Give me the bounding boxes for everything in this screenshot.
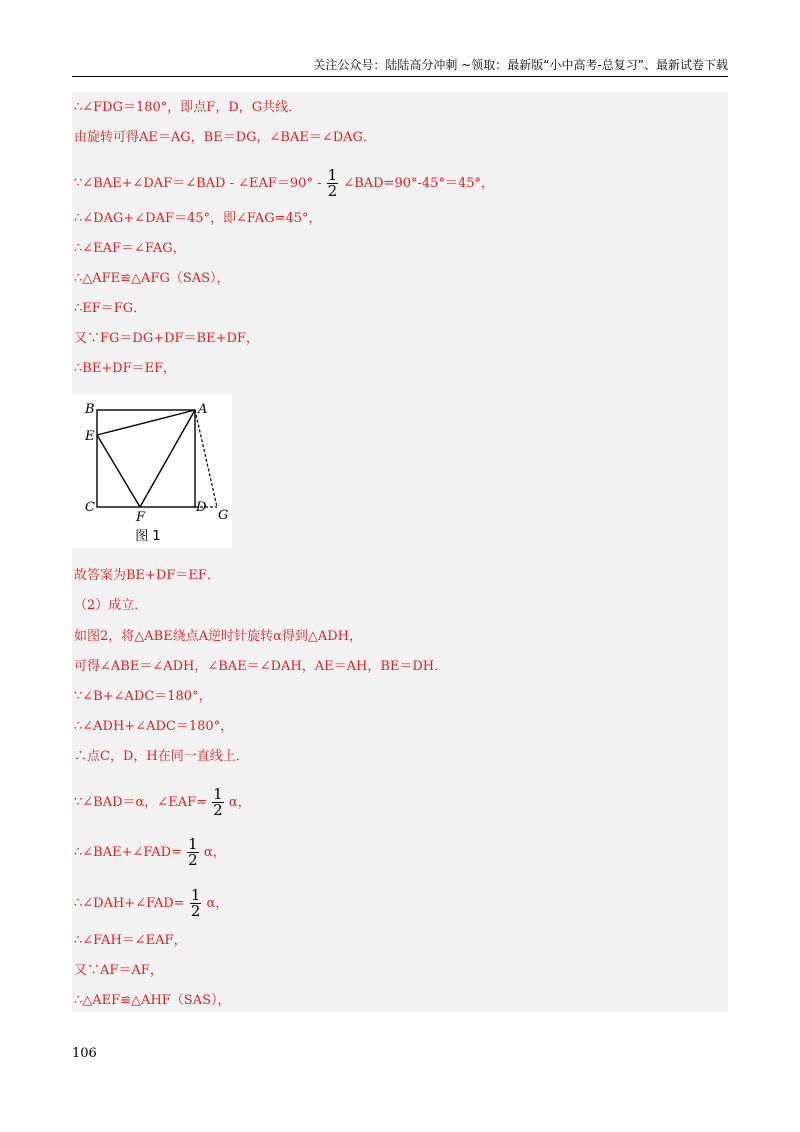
solution-line-text: ∵∠BAE+∠DAF＝∠BAD - ∠EAF＝90° - <box>74 176 322 191</box>
segment-ef <box>97 435 140 507</box>
solution-line-text: ∴∠BAE+∠FAD= <box>74 845 182 860</box>
fraction-one-half: $\frac{1}{2}$ <box>327 166 338 200</box>
page-header: 关注公众号：陆陆高分冲刺 ~领取：最新版“小中高考-总复习”、最新试卷下载 <box>313 58 728 72</box>
solution-line: ∴△AEF≌△AHF（SAS）， <box>74 993 231 1008</box>
solution-content <box>72 92 728 1012</box>
fraction-one-half: $\frac{1}{2}$ <box>188 835 198 869</box>
fraction-one-half: $\frac{1}{2}$ <box>213 785 223 819</box>
label-d: D <box>196 500 207 515</box>
fraction-one-half: $\frac{1}{2}$ <box>190 886 201 920</box>
solution-line-text: ∵∠BAD＝α，∠EAF= <box>74 795 207 810</box>
label-g: G <box>218 508 229 523</box>
solution-line <box>74 888 228 919</box>
solution-line-text: α， <box>203 845 226 860</box>
solution-line-text: ∠BAD=90°-45°＝45°， <box>343 176 494 191</box>
solution-line-text: α， <box>228 795 251 810</box>
solution-line: （2）成立． <box>74 598 148 613</box>
solution-line-text: ∴∠DAH+∠FAD= <box>74 896 185 911</box>
segment-fa <box>140 410 195 507</box>
solution-line <box>74 787 251 818</box>
label-f: F <box>136 510 146 525</box>
label-e: E <box>85 429 95 444</box>
label-c: C <box>85 500 95 515</box>
figure-caption: 图 1 <box>135 529 161 544</box>
solution-line: ∴BE+DF＝EF， <box>74 361 177 376</box>
solution-line: ∴∠FDG＝180°，即点F，D，G共线． <box>74 100 302 115</box>
figure-1 <box>72 395 232 548</box>
label-b: B <box>85 402 95 417</box>
solution-line: ∴EF＝FG． <box>74 301 147 316</box>
solution-line: ∴∠FAH＝∠EAF， <box>74 933 187 948</box>
solution-line: 如图2，将△ABE绕点A逆时针旋转α得到△ADH， <box>74 629 363 644</box>
solution-line: 由旋转可得AE＝AG，BE＝DG，∠BAE＝∠DAG． <box>74 130 376 145</box>
solution-line: ∴∠ADH+∠ADC＝180°， <box>74 719 234 734</box>
solution-line: ∴∠EAF＝∠FAG， <box>74 241 186 256</box>
label-a: A <box>198 402 208 417</box>
page-number: 106 <box>72 1046 97 1061</box>
square-diagram <box>72 395 232 548</box>
solution-line <box>74 837 226 868</box>
solution-line: 又∵FG＝DG+DF＝BE+DF， <box>74 331 259 346</box>
segment-ea <box>97 410 195 435</box>
solution-line: ∵∠B+∠ADC＝180°， <box>74 689 212 704</box>
solution-line: ∴∠DAG+∠DAF＝45°，即∠FAG=45°， <box>74 211 322 226</box>
solution-line: 可得∠ABE＝∠ADH，∠BAE＝∠DAH，AE＝AH，BE＝DH． <box>74 659 448 674</box>
solution-line-text: α， <box>206 896 229 911</box>
solution-line: ∴△AFE≌△AFG（SAS）， <box>74 271 230 286</box>
solution-line <box>74 168 494 199</box>
dashed-segment-ag <box>195 410 217 507</box>
solution-line: 故答案为BE+DF＝EF． <box>74 568 220 583</box>
header-rule <box>72 76 728 77</box>
solution-line: 又∵AF＝AF， <box>74 963 163 978</box>
solution-line: ∴点C，D，H在同一直线上． <box>74 749 249 764</box>
